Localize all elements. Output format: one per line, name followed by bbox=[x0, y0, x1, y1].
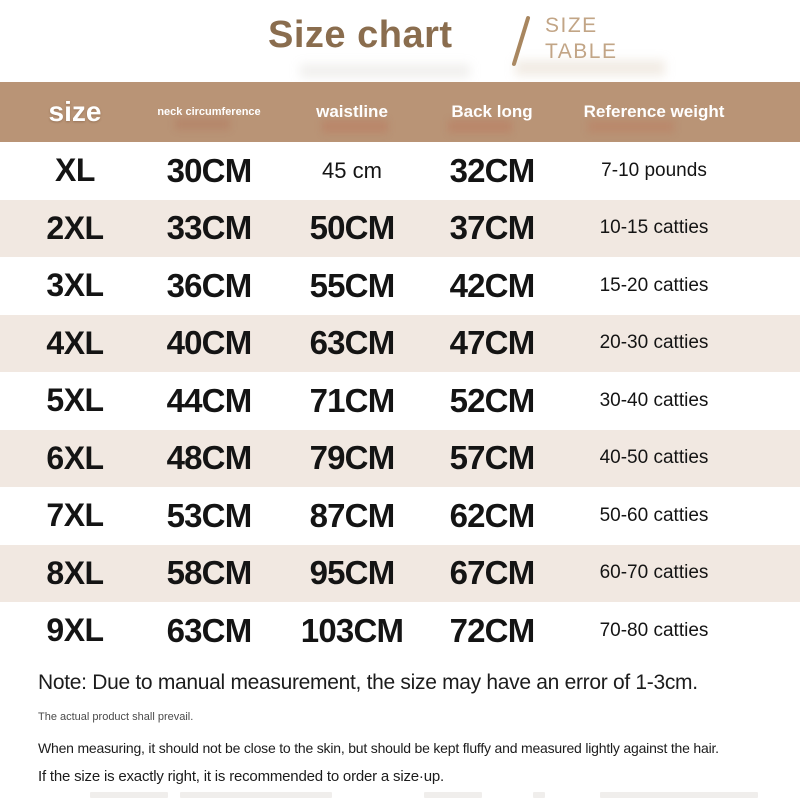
cell-reference-weight: 60-70 catties bbox=[599, 562, 709, 584]
bottom-artifact bbox=[533, 792, 545, 798]
cell-neck-circumference: 36CM bbox=[166, 266, 252, 304]
cell-back-long: 57CM bbox=[449, 439, 535, 477]
cell-reference-weight: 50-60 catties bbox=[599, 504, 709, 526]
cell-back-long: 72CM bbox=[449, 611, 535, 649]
cell-reference-weight: 20-30 catties bbox=[599, 332, 709, 354]
subtitle-line-1: SIZE bbox=[545, 14, 598, 37]
table-row bbox=[0, 602, 800, 660]
cell-reference-weight: 40-50 catties bbox=[599, 447, 709, 469]
slash-divider-icon bbox=[511, 16, 530, 67]
cell-back-long: 52CM bbox=[449, 381, 535, 419]
cell-reference-weight: 7-10 pounds bbox=[601, 159, 707, 181]
subtitle-line-2: TABLE bbox=[545, 40, 618, 63]
cell-reference-weight: 70-80 catties bbox=[599, 619, 709, 641]
cell-neck-circumference: 48CM bbox=[166, 439, 252, 477]
cell-neck-circumference: 30CM bbox=[166, 151, 252, 189]
cell-size: XL bbox=[55, 152, 95, 189]
ghost-artifact bbox=[300, 64, 470, 78]
table-row bbox=[0, 142, 800, 200]
note-size-up: If the size is exactly right, it is recommended to order a size·up. bbox=[38, 768, 444, 785]
cell-waistline: 71CM bbox=[309, 381, 395, 419]
cell-back-long: 47CM bbox=[449, 324, 535, 362]
cell-reference-weight: 30-40 catties bbox=[599, 389, 709, 411]
cell-waistline: 103CM bbox=[300, 611, 404, 649]
table-row bbox=[0, 430, 800, 488]
cell-size: 8XL bbox=[46, 554, 104, 591]
cell-size: 9XL bbox=[46, 612, 104, 649]
note-measuring: When measuring, it should not be close to the skin, but should be kept fluffy and measured lightly against the hair. bbox=[38, 740, 719, 756]
cell-neck-circumference: 44CM bbox=[166, 381, 252, 419]
cell-reference-weight: 10-15 catties bbox=[599, 217, 709, 239]
table-row bbox=[0, 315, 800, 373]
cell-waistline: 50CM bbox=[309, 209, 395, 247]
cell-waistline: 87CM bbox=[309, 496, 395, 534]
table-row bbox=[0, 487, 800, 545]
cell-waistline: 79CM bbox=[309, 439, 395, 477]
table-row bbox=[0, 257, 800, 315]
note-secondary: The actual product shall prevail. bbox=[38, 711, 194, 723]
cell-neck-circumference: 53CM bbox=[166, 496, 252, 534]
bottom-artifact bbox=[180, 792, 332, 798]
header-cell-back-long: Back long bbox=[451, 102, 533, 121]
cell-back-long: 62CM bbox=[449, 496, 535, 534]
cell-size: 7XL bbox=[46, 497, 104, 534]
cell-reference-weight: 15-20 catties bbox=[599, 274, 709, 296]
cell-back-long: 42CM bbox=[449, 266, 535, 304]
cell-neck-circumference: 58CM bbox=[166, 554, 252, 592]
cell-waistline: 55CM bbox=[309, 266, 395, 304]
table-row bbox=[0, 372, 800, 430]
header-cell-reference-weight: Reference weight bbox=[583, 102, 725, 121]
header-cell-neck-circumference: neck circumference bbox=[157, 106, 261, 118]
page-title: Size chart bbox=[268, 14, 453, 56]
cell-back-long: 67CM bbox=[449, 554, 535, 592]
cell-neck-circumference: 63CM bbox=[166, 611, 252, 649]
page-subtitle bbox=[545, 13, 617, 65]
cell-size: 6XL bbox=[46, 439, 104, 476]
cell-waistline: 45 cm bbox=[322, 157, 382, 183]
cell-neck-circumference: 33CM bbox=[166, 209, 252, 247]
note-main: Note: Due to manual measurement, the size may have an error of 1-3cm. bbox=[38, 671, 698, 694]
header-cell-size: size bbox=[48, 96, 102, 127]
cell-size: 2XL bbox=[46, 209, 104, 246]
cell-waistline: 63CM bbox=[309, 324, 395, 362]
cell-size: 4XL bbox=[46, 324, 104, 361]
cell-back-long: 37CM bbox=[449, 209, 535, 247]
cell-neck-circumference: 40CM bbox=[166, 324, 252, 362]
cell-size: 3XL bbox=[46, 267, 104, 304]
table-body bbox=[0, 142, 800, 660]
cell-back-long: 32CM bbox=[449, 151, 535, 189]
table-row bbox=[0, 545, 800, 603]
bottom-artifact bbox=[600, 792, 758, 798]
header-cell-waistline: waistline bbox=[316, 102, 388, 121]
cell-waistline: 95CM bbox=[309, 554, 395, 592]
ghost-artifact bbox=[175, 118, 230, 130]
title-bar bbox=[0, 0, 800, 82]
table-header-row bbox=[0, 82, 800, 142]
cell-size: 5XL bbox=[46, 382, 104, 419]
table-row bbox=[0, 200, 800, 258]
bottom-artifact bbox=[424, 792, 482, 798]
bottom-artifact bbox=[90, 792, 168, 798]
